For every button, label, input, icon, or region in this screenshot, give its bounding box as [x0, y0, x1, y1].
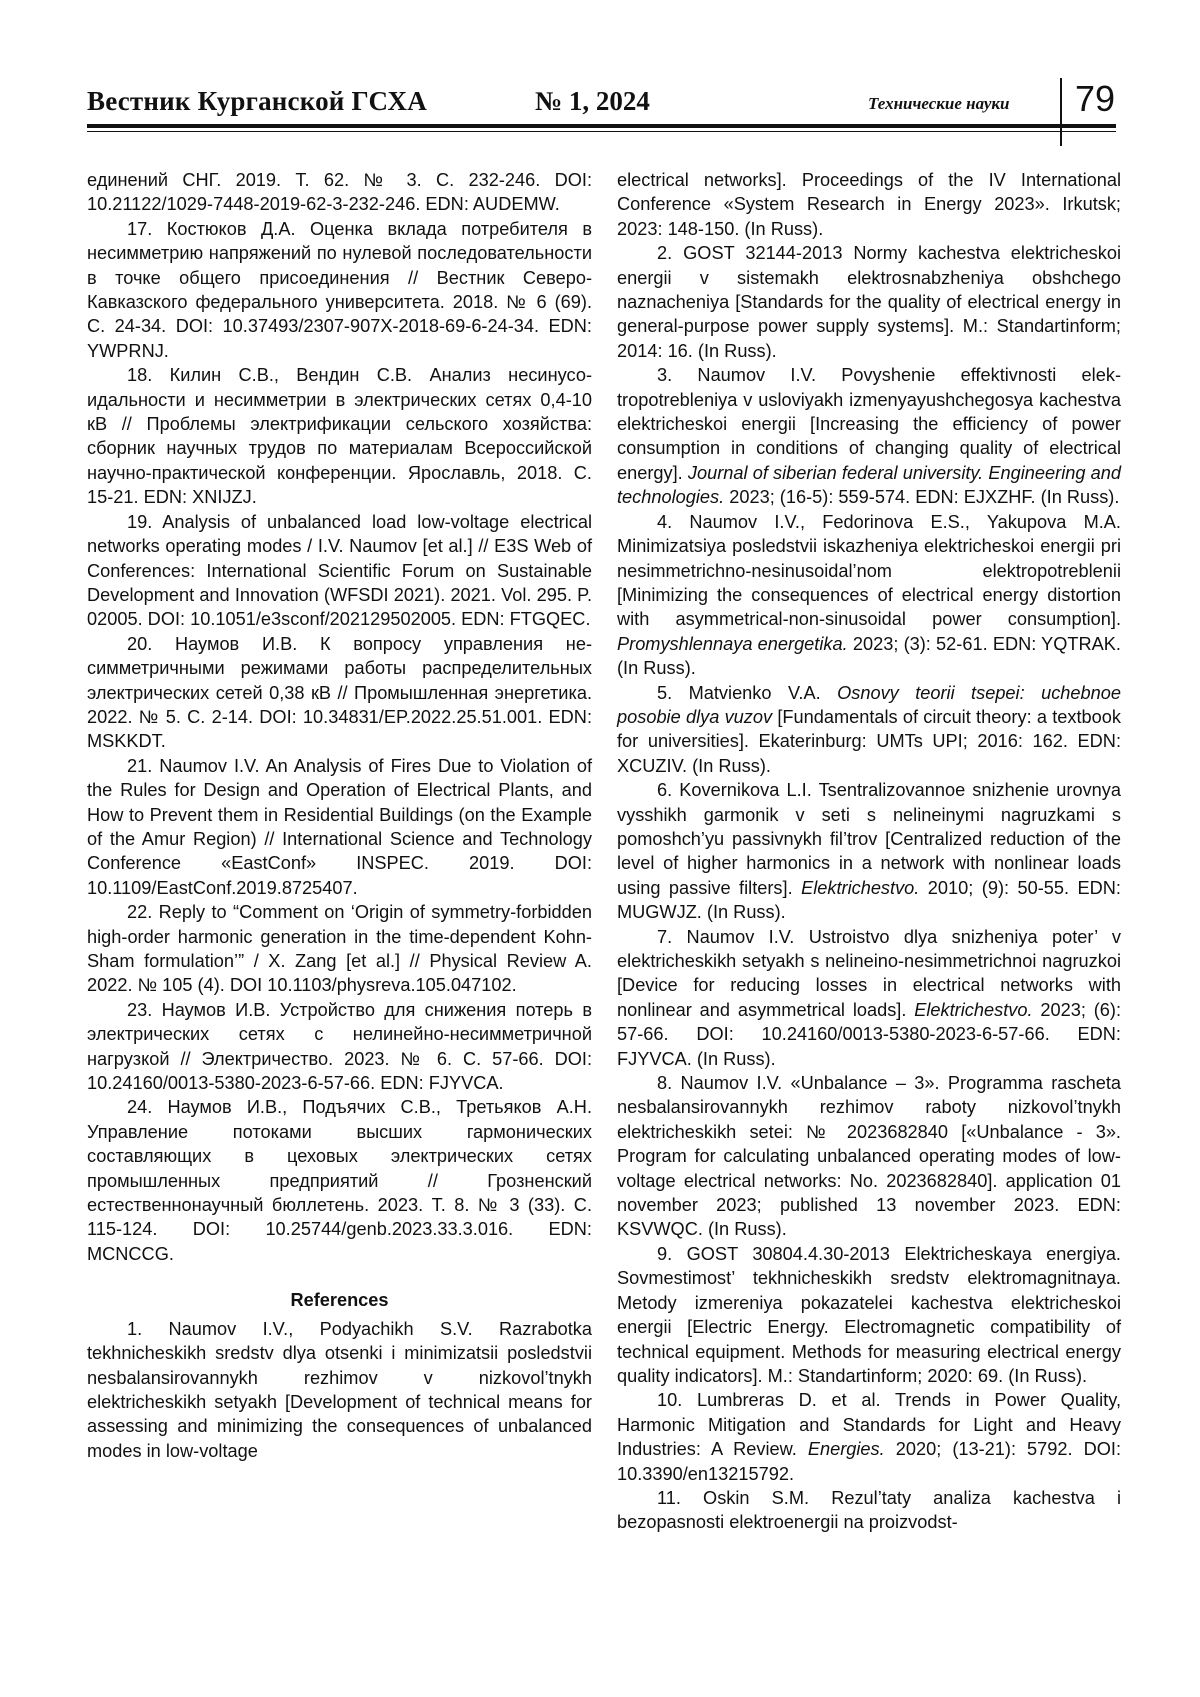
reference-24: 24. Наумов И.В., Подъячих С.В., Третьяков А.Н. Управление потоками высших гармонических составляющих в цеховых электрических сетях промышленных предприятий // Грозненский естественнонаучный бюллетень. 2023. Т. 8. № 3 (33). С. 115-124. DOI: 10.25744/genb.2023.33.3.016. EDN: MCNCCG. — [87, 1097, 592, 1264]
en-reference-10-text: 10. Lumbreras D. et al. Trends in Power Quality, Harmonic Mitigation and Standards for Light and Heavy Industries: A Review. — [617, 1390, 1121, 1460]
en-reference-5-details: [Fundamentals of circuit theory: a textbook for universities]. Ekaterinburg: UMTs UPI; 2016: 162. EDN: XCUZIV. (In Russ). — [617, 706, 1121, 776]
page-number: 79 — [1075, 78, 1116, 119]
en-reference-7 — [617, 925, 1121, 1071]
en-reference-10 — [617, 1388, 1121, 1486]
en-reference-3 — [617, 363, 1121, 509]
issue-number: № 1, 2024 — [535, 86, 650, 116]
right-column — [617, 168, 1121, 1535]
en-reference-7-text: 7. Naumov I.V. Ustroistvo dlya snizheniya poter’ v elektricheskikh setyakh s nelineino-nesimmetrichnoi nagruzkoi [Device for reducing losses in electrical networks with nonlinear and asymmetrical loads]. — [617, 926, 1121, 1020]
section-title: Технические науки — [868, 94, 1010, 113]
en-reference-6 — [617, 778, 1121, 924]
en-reference-6-journal: Elektrichestvo. — [801, 877, 920, 898]
reference-19: 19. Analysis of unbalanced load low-voltage electrical networks operating modes / I.V. Naumov [et al.] // E3S Web of Conferences: International Scientific Forum on Sustainable Development and Innovation (WFSDI 2021). 2021. Vol. 295. P. 02005. DOI: 10.1051/e3sconf/202129502005. EDN: FTGQEC. — [87, 511, 592, 630]
en-reference-4-text: 4. Naumov I.V., Fedorinova E.S., Yakupova M.A. Minimizatsiya posledstvii iskazheniya elektricheskoi energii pri nesimmetrichno-nesinusoidal’nom elektropotreblenii [Minimizing the consequences of electrical energy distortion with asymmetrical-non-sinusoidal power consumption]. — [617, 511, 1121, 630]
en-reference-10-journal: Energies. — [807, 1439, 885, 1460]
en-reference-4-journal: Promyshlennaya energetika. — [617, 633, 848, 654]
header-rule-thin — [87, 131, 1116, 132]
en-reference-1: 1. Naumov I.V., Podyachikh S.V. Razrabotka tekhnicheskikh sredstv dlya otsenki i minimizatsii posledstvii nesbalansirovannykh rezhimov v nizkovol’tnykh elektricheskikh setyakh [Development of technical means for assessing and minimizing the consequences of unbalanced modes in low-voltage — [87, 1318, 592, 1461]
en-reference-1-continued: electrical networks]. Proceedings of the IV International Conference «System Research in Energy 2023». Irkutsk; 2023: 148-150. (In Russ). — [617, 170, 1121, 239]
en-reference-7-details: 2023; (6): 57-66. DOI: 10.24160/0013-5380-2023-6-57-66. EDN: FJYVCA. (In Russ). — [617, 999, 1121, 1069]
left-column — [87, 168, 592, 1463]
journal-title: Вестник Курганской ГСХА — [87, 86, 427, 116]
reference-20: 20. Наумов И.В. К вопросу управления несимметричными режимами работы распределительных электрических сетей 0,38 кВ // Промышленная энергетика. 2022. № 5. С. 2-14. DOI: 10.34831/EP.2022.25.51.001. EDN: MSKKDT. — [87, 633, 592, 752]
en-reference-2: 2. GOST 32144-2013 Normy kachestva elektricheskoi energii v sistemakh elektrosnabzheniya obshchego naznacheniya [Standards for the quality of electrical energy in general-purpose power supply systems]. M.: Standartinform; 2014: 16. (In Russ). — [617, 243, 1121, 361]
en-reference-6-details: 2010; (9): 50-55. EDN: MUGWJZ. (In Russ). — [617, 877, 1121, 923]
reference-23: 23. Наумов И.В. Устройство для снижения потерь в электрических сетях с нелинейно-несимметричной нагрузкой // Электричество. 2023. № 6. С. 57-66. DOI: 10.24160/0013-5380-2023-6-57-66. EDN: FJYVCA. — [87, 999, 592, 1094]
en-reference-8: 8. Naumov I.V. «Unbalance – 3». Programma rascheta nesbalansirovannykh rezhimov raboty nizkovol’tnykh elektricheskikh setei: № 2023682840 [«Unbalance - 3». Program for calculating unbalanced operating modes of low-voltage electrical networks: No. 2023682840]. application 01 november 2023; published 13 november 2023. EDN: KSVWQC. (In Russ). — [617, 1073, 1121, 1240]
reference-17: 17. Костюков Д.А. Оценка вклада потребителя в несимметрию напряжений по нулевой последовательности в точке общего присоединения // Вестник Северо-Кавказского федерального университета. 2018. № 6 (69). С. 24-34. DOI: 10.37493/2307-907X-2018-69-6-24-34. EDN: YWPRNJ. — [87, 218, 592, 361]
reference-21: 21. Naumov I.V. An Analysis of Fires Due to Violation of the Rules for Design and Operation of Electrical Plants, and How to Prevent them in Residential Buildings (on the Example of the Amur Region) // International Science and Technology Conference «EastConf» INSPEC. 2019. DOI: 10.1109/EastConf.2019.8725407. — [87, 755, 592, 898]
en-reference-9: 9. GOST 30804.4.30-2013 Elektricheskaya energiya. Sovmestimost’ tekhnicheskikh sredstv elektromagnitnaya. Metody izmereniya pokazatelei kachestva elektricheskoi energii [Electric Energy. Electromagnetic compatibility of technical equipment. Methods for measuring electrical energy quality indicators]. M.: Standartinform; 2020: 69. (In Russ). — [617, 1243, 1121, 1386]
en-reference-11: 11. Oskin S.M. Rezul’taty analiza kachestva i bezopasnosti elektroenergii na proizvodst- — [617, 1487, 1121, 1533]
en-reference-6-text: 6. Kovernikova L.I. Tsentralizovannoe snizhenie urovnya vysshikh garmonik v seti s nelineinymi nagruzkami s pomoshch’yu passivnykh fil’trov [Centralized reduction of the level of higher harmonics in a network with nonlinear loads using passive filters]. — [617, 780, 1121, 898]
en-reference-5-title: Osnovy teorii tsepei: uchebnoe posobie dlya vuzov — [617, 682, 1121, 727]
en-reference-4-details: 2023; (3): 52-61. EDN: YQTRAK. (In Russ). — [617, 633, 1121, 679]
en-reference-5 — [617, 681, 1121, 779]
en-reference-5-author: 5. Matvienko V.A. — [657, 682, 838, 703]
en-reference-3-details: 2023; (16-5): 559-574. EDN: EJXZHF. (In Russ). — [724, 487, 1120, 508]
en-reference-10-details: 2020; (13-21): 5792. DOI: 10.3390/en13215792. — [617, 1439, 1121, 1484]
reference-16-continued: единений СНГ. 2019. Т. 62. № 3. С. 232-246. DOI: 10.21122/1029-7448-2019-62-3-232-246. EDN: AUDEMW. — [87, 170, 592, 215]
reference-18: 18. Килин С.В., Вендин С.В. Анализ несинусоидальности и несимметрии в электрических сетях 0,4-10 кВ // Проблемы электрификации сельского хозяйства: сборник научных трудов по материалам Всероссийской научно-практической конференции. Ярославль, 2018. С. 15-21. EDN: XNIJZJ. — [87, 365, 592, 508]
references-heading: References — [290, 1290, 389, 1311]
reference-22: 22. Reply to “Comment on ‘Origin of symmetry-forbidden high-order harmonic generation in the time-dependent Kohn-Sham formulation’” / X. Zang [et al.] // Physical Review A. 2022. № 105 (4). DOI 10.1103/physreva.105.047102. — [87, 902, 592, 996]
en-reference-7-journal: Elektrichestvo. — [914, 999, 1033, 1020]
en-reference-4 — [617, 510, 1121, 681]
header-rule-vertical — [1060, 78, 1062, 146]
en-reference-3-text: 3. Naumov I.V. Povyshenie effektivnosti elektropotrebleniya v usloviyakh izmenyayushchegosya kachestva elektricheskoi energii [Increasing the efficiency of power consumption in conditions of changing quality of electrical energy]. — [617, 365, 1121, 483]
header-rule-thick — [87, 124, 1116, 128]
en-reference-3-journal: Journal of siberian federal university. Engineering and technologies. — [617, 462, 1121, 508]
